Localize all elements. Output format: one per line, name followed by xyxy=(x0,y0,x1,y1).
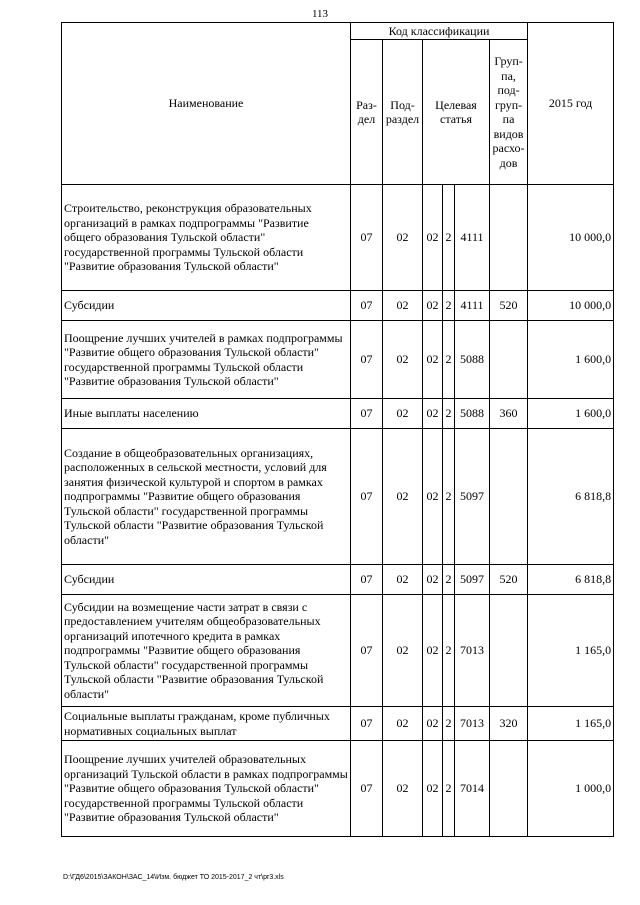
table-body xyxy=(62,185,614,837)
table-row xyxy=(62,595,614,707)
row-subsection: 02 xyxy=(383,429,423,565)
row-subsection: 02 xyxy=(383,565,423,595)
row-target-part3: 5097 xyxy=(455,429,490,565)
row-target-part3: 7014 xyxy=(455,741,490,837)
row-target-part1: 02 xyxy=(423,429,443,565)
page-number: 113 xyxy=(311,8,329,20)
row-name: Строительство, реконструкция образовательных организаций в рамках подпрограммы "Развитие общего образования Тульской области" государственной программы Тульской области "Развитие образования Тульской области" xyxy=(62,185,351,291)
row-amount: 10 000,0 xyxy=(528,185,614,291)
row-target-part1: 02 xyxy=(423,741,443,837)
row-target-part2: 2 xyxy=(443,185,455,291)
row-section: 07 xyxy=(351,291,383,321)
header-target-article: Целевая статья xyxy=(423,40,490,185)
table-row xyxy=(62,291,614,321)
header-section: Раз-дел xyxy=(351,40,383,185)
row-target-part3: 4111 xyxy=(455,291,490,321)
row-amount: 1 000,0 xyxy=(528,741,614,837)
row-target-part2: 2 xyxy=(443,741,455,837)
row-target-part3: 7013 xyxy=(455,707,490,741)
row-section: 07 xyxy=(351,595,383,707)
file-path-footer: D:\ГД6\2015\ЗАКОН\ЗАС_14\Изм. бюджет ТО 2015-2017_2 чт\pr3.xls xyxy=(63,874,284,881)
row-target-part3: 5088 xyxy=(455,321,490,399)
table-header xyxy=(62,23,614,185)
row-amount: 1 165,0 xyxy=(528,707,614,741)
row-section: 07 xyxy=(351,321,383,399)
row-subsection: 02 xyxy=(383,185,423,291)
row-name: Субсидии xyxy=(62,291,351,321)
row-amount: 1 165,0 xyxy=(528,595,614,707)
row-target-part3: 7013 xyxy=(455,595,490,707)
row-target-part2: 2 xyxy=(443,565,455,595)
row-name: Иные выплаты населению xyxy=(62,399,351,429)
row-target-part1: 02 xyxy=(423,185,443,291)
row-name: Социальные выплаты гражданам, кроме публичных нормативных социальных выплат xyxy=(62,707,351,741)
row-name: Субсидии на возмещение части затрат в связи с предоставлением учителям общеобразовательных организаций ипотечного кредита в рамках подпрограммы "Развитие общего образования Тульской области" государственной программы Тульской области "Развитие образования Тульской области" xyxy=(62,595,351,707)
row-subsection: 02 xyxy=(383,595,423,707)
table-row xyxy=(62,565,614,595)
row-name: Поощрение лучших учителей образовательных организаций Тульской области в рамках подпрограммы "Развитие общего образования Тульской области" государственной программы Тульской области "Развитие образования Тульской области" xyxy=(62,741,351,837)
row-target-part1: 02 xyxy=(423,565,443,595)
row-target-part2: 2 xyxy=(443,399,455,429)
row-target-part2: 2 xyxy=(443,595,455,707)
header-year: 2015 год xyxy=(528,23,614,185)
row-section: 07 xyxy=(351,429,383,565)
row-section: 07 xyxy=(351,399,383,429)
row-target-part1: 02 xyxy=(423,291,443,321)
row-expense-group xyxy=(490,741,528,837)
row-amount: 1 600,0 xyxy=(528,399,614,429)
row-expense-group: 520 xyxy=(490,291,528,321)
table-row xyxy=(62,741,614,837)
row-amount: 6 818,8 xyxy=(528,429,614,565)
budget-table xyxy=(61,22,614,837)
row-target-part1: 02 xyxy=(423,321,443,399)
row-expense-group: 320 xyxy=(490,707,528,741)
row-subsection: 02 xyxy=(383,399,423,429)
row-expense-group xyxy=(490,595,528,707)
row-target-part2: 2 xyxy=(443,707,455,741)
row-section: 07 xyxy=(351,707,383,741)
header-subsection: Под-раздел xyxy=(383,40,423,185)
table-row xyxy=(62,185,614,291)
table-row xyxy=(62,707,614,741)
row-subsection: 02 xyxy=(383,291,423,321)
row-target-part3: 4111 xyxy=(455,185,490,291)
table-row xyxy=(62,321,614,399)
row-target-part2: 2 xyxy=(443,321,455,399)
row-subsection: 02 xyxy=(383,741,423,837)
row-amount: 6 818,8 xyxy=(528,565,614,595)
row-subsection: 02 xyxy=(383,321,423,399)
row-target-part2: 2 xyxy=(443,291,455,321)
header-expense-group: Груп-па, под-груп-па видов расхо-дов xyxy=(490,40,528,185)
row-section: 07 xyxy=(351,741,383,837)
row-name: Создание в общеобразовательных организациях, расположенных в сельской местности, условий для занятия физической культурой и спортом в рамках подпрограммы "Развитие общего образования Тульской области" государственной программы Тульской области "Развитие образования Тульской области" xyxy=(62,429,351,565)
row-name: Поощрение лучших учителей в рамках подпрограммы "Развитие общего образования Тульской области" государственной программы Тульской области "Развитие образования Тульской области" xyxy=(62,321,351,399)
row-expense-group: 520 xyxy=(490,565,528,595)
row-section: 07 xyxy=(351,185,383,291)
row-subsection: 02 xyxy=(383,707,423,741)
table-row xyxy=(62,399,614,429)
row-target-part1: 02 xyxy=(423,399,443,429)
row-target-part3: 5088 xyxy=(455,399,490,429)
table-row xyxy=(62,429,614,565)
header-name: Наименование xyxy=(62,23,351,185)
row-expense-group: 360 xyxy=(490,399,528,429)
row-amount: 1 600,0 xyxy=(528,321,614,399)
row-expense-group xyxy=(490,321,528,399)
row-target-part1: 02 xyxy=(423,595,443,707)
row-target-part1: 02 xyxy=(423,707,443,741)
row-target-part2: 2 xyxy=(443,429,455,565)
row-expense-group xyxy=(490,429,528,565)
row-name: Субсидии xyxy=(62,565,351,595)
row-target-part3: 5097 xyxy=(455,565,490,595)
row-amount: 10 000,0 xyxy=(528,291,614,321)
header-code-classification: Код классификации xyxy=(351,23,528,40)
row-section: 07 xyxy=(351,565,383,595)
row-expense-group xyxy=(490,185,528,291)
